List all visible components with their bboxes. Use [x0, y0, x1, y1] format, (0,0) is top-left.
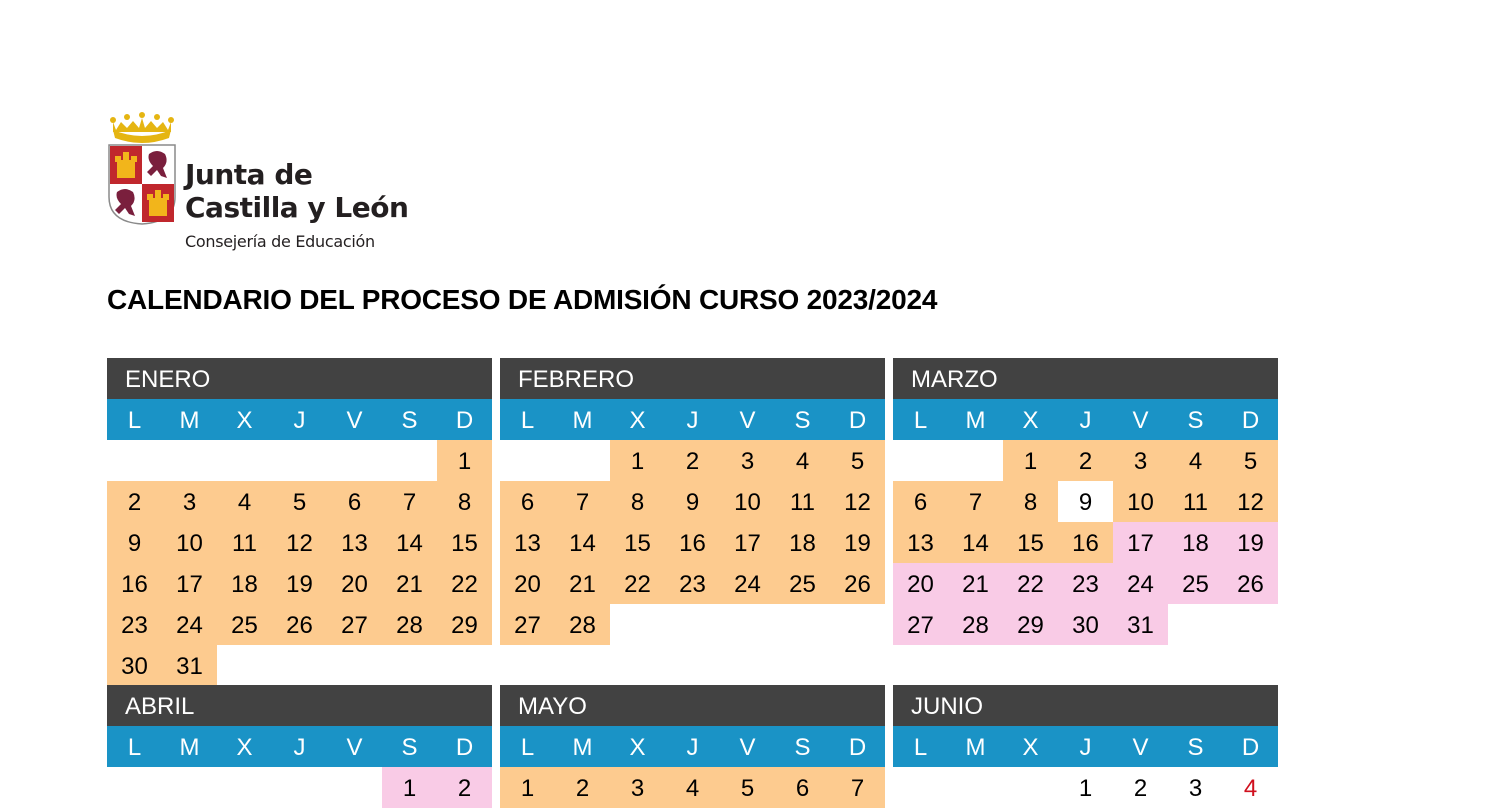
- day-cell: 20: [893, 563, 948, 604]
- day-cell: 26: [272, 604, 327, 645]
- day-cell: 24: [1113, 563, 1168, 604]
- empty-day-cell: [948, 440, 1003, 481]
- weekday-row: [893, 399, 1278, 440]
- day-cell: 10: [720, 481, 775, 522]
- weekday-label: M: [179, 407, 200, 434]
- junta-logo: [107, 112, 437, 257]
- day-cell: 5: [1223, 440, 1278, 481]
- day-cell: 11: [217, 522, 272, 563]
- weekday-label: J: [1079, 734, 1092, 761]
- day-cell: 2: [1058, 440, 1113, 481]
- empty-day-cell: [162, 767, 217, 808]
- day-cell: 27: [327, 604, 382, 645]
- month-marzo: [893, 358, 1278, 645]
- month-header: MARZO: [893, 358, 1278, 399]
- weekday-label: M: [965, 407, 986, 434]
- empty-day-cell: [327, 767, 382, 808]
- weekday-label: L: [127, 734, 142, 761]
- day-cell: 17: [162, 563, 217, 604]
- day-cell: 19: [830, 522, 885, 563]
- day-cell: 8: [437, 481, 492, 522]
- weekday-label: D: [848, 407, 867, 434]
- empty-day-cell: [893, 440, 948, 481]
- weekday-label: J: [293, 407, 306, 434]
- weekday-label: D: [455, 407, 474, 434]
- day-cell: 20: [500, 563, 555, 604]
- day-cell: 2: [555, 767, 610, 808]
- weekday-label: V: [739, 734, 756, 761]
- weekday-row: [107, 399, 492, 440]
- days-grid: [107, 440, 492, 686]
- day-cell: 1: [382, 767, 437, 808]
- day-cell: 31: [162, 645, 217, 686]
- weekday-label: X: [236, 734, 253, 761]
- day-cell: 12: [272, 522, 327, 563]
- empty-day-cell: [217, 767, 272, 808]
- day-cell: 12: [830, 481, 885, 522]
- day-cell: 7: [555, 481, 610, 522]
- day-cell: 24: [162, 604, 217, 645]
- logo-subtitle: Consejería de Educación: [185, 232, 375, 251]
- month-junio: [893, 685, 1278, 808]
- day-cell: 10: [1113, 481, 1168, 522]
- weekday-label: L: [520, 734, 535, 761]
- day-cell: 28: [948, 604, 1003, 645]
- day-cell: 13: [893, 522, 948, 563]
- day-cell: 5: [720, 767, 775, 808]
- day-cell: 1: [1078, 775, 1093, 802]
- days-grid: [893, 440, 1278, 645]
- day-cell: 18: [775, 522, 830, 563]
- day-cell: 8: [1003, 481, 1058, 522]
- day-cell: 23: [107, 604, 162, 645]
- day-cell: 30: [107, 645, 162, 686]
- day-cell: 6: [327, 481, 382, 522]
- day-cell: 9: [107, 522, 162, 563]
- empty-day-cell: [107, 440, 162, 481]
- day-cell: 4: [665, 767, 720, 808]
- days-grid: [500, 440, 885, 645]
- weekday-label: V: [739, 407, 756, 434]
- empty-day-cell: [272, 440, 327, 481]
- weekday-label: S: [794, 734, 811, 761]
- weekday-row: [500, 399, 885, 440]
- day-cell: 17: [720, 522, 775, 563]
- day-cell: 1: [437, 440, 492, 481]
- weekday-label: J: [686, 734, 699, 761]
- weekday-label: V: [346, 734, 363, 761]
- day-cell: 25: [1168, 563, 1223, 604]
- day-cell: 27: [893, 604, 948, 645]
- day-cell: 12: [1223, 481, 1278, 522]
- day-cell: 11: [775, 481, 830, 522]
- month-header: ENERO: [107, 358, 492, 399]
- day-cell: 1: [610, 440, 665, 481]
- day-cell: 16: [1058, 522, 1113, 563]
- day-cell: 14: [382, 522, 437, 563]
- empty-day-cell: [107, 767, 162, 808]
- weekday-label: M: [572, 734, 593, 761]
- weekday-row: [107, 726, 492, 767]
- day-cell: 6: [500, 481, 555, 522]
- day-cell: 1: [500, 767, 555, 808]
- weekday-row: [893, 726, 1278, 767]
- day-cell: 17: [1113, 522, 1168, 563]
- day-cell: 4: [775, 440, 830, 481]
- weekday-label: X: [629, 734, 646, 761]
- day-cell: 3: [1188, 775, 1203, 802]
- day-cell: 5: [830, 440, 885, 481]
- day-cell: 31: [1113, 604, 1168, 645]
- day-cell: 29: [1003, 604, 1058, 645]
- day-cell: 20: [327, 563, 382, 604]
- weekday-label: J: [1079, 407, 1092, 434]
- day-cell: 19: [1223, 522, 1278, 563]
- month-header: ABRIL: [107, 685, 492, 726]
- weekday-label: M: [572, 407, 593, 434]
- empty-day-cell: [555, 440, 610, 481]
- empty-day-cell: [1003, 767, 1058, 808]
- day-cell: 21: [382, 563, 437, 604]
- weekday-label: X: [1022, 734, 1039, 761]
- day-cell: 26: [830, 563, 885, 604]
- day-cell: 29: [437, 604, 492, 645]
- day-cell: 6: [893, 481, 948, 522]
- day-cell: 14: [948, 522, 1003, 563]
- empty-day-cell: [500, 440, 555, 481]
- day-cell: 30: [1058, 604, 1113, 645]
- weekday-label: V: [1132, 734, 1149, 761]
- day-cell: 3: [720, 440, 775, 481]
- day-cell: 9: [665, 481, 720, 522]
- day-cell: 15: [610, 522, 665, 563]
- weekday-label: X: [1022, 407, 1039, 434]
- day-cell: 3: [1113, 440, 1168, 481]
- day-cell: 6: [775, 767, 830, 808]
- day-cell: 13: [327, 522, 382, 563]
- weekday-label: D: [848, 734, 867, 761]
- weekday-label: D: [1241, 407, 1260, 434]
- day-cell: 7: [382, 481, 437, 522]
- day-cell: 7: [830, 767, 885, 808]
- day-cell: 25: [217, 604, 272, 645]
- day-cell: 28: [555, 604, 610, 645]
- month-header: JUNIO: [893, 685, 1278, 726]
- weekday-label: M: [179, 734, 200, 761]
- day-cell: 4: [1168, 440, 1223, 481]
- weekday-label: S: [1187, 734, 1204, 761]
- day-cell: 2: [437, 767, 492, 808]
- weekday-label: D: [455, 734, 474, 761]
- empty-day-cell: [327, 440, 382, 481]
- day-cell: 19: [272, 563, 327, 604]
- month-mayo: [500, 685, 885, 808]
- day-cell: 15: [1003, 522, 1058, 563]
- logo-text-line1: Junta de: [185, 158, 313, 191]
- day-cell: 3: [610, 767, 665, 808]
- day-cell: 2: [665, 440, 720, 481]
- day-cell: 2: [1133, 775, 1148, 802]
- weekday-label: S: [1187, 407, 1204, 434]
- day-cell: 9: [1058, 481, 1113, 522]
- empty-day-cell: [893, 767, 948, 808]
- weekday-label: X: [629, 407, 646, 434]
- day-cell: 22: [610, 563, 665, 604]
- days-grid: [893, 767, 1278, 808]
- weekday-label: L: [520, 407, 535, 434]
- day-cell: 27: [500, 604, 555, 645]
- weekday-label: L: [913, 407, 928, 434]
- day-cell: 22: [1003, 563, 1058, 604]
- day-cell: 26: [1223, 563, 1278, 604]
- month-abril: [107, 685, 492, 808]
- day-cell: 13: [500, 522, 555, 563]
- empty-day-cell: [217, 440, 272, 481]
- day-cell: 18: [1168, 522, 1223, 563]
- empty-day-cell: [382, 440, 437, 481]
- weekday-label: J: [293, 734, 306, 761]
- days-grid: [500, 767, 885, 808]
- day-cell: 22: [437, 563, 492, 604]
- empty-day-cell: [162, 440, 217, 481]
- weekday-label: L: [913, 734, 928, 761]
- weekday-label: J: [686, 407, 699, 434]
- days-grid: [107, 767, 492, 808]
- day-cell: 18: [217, 563, 272, 604]
- day-cell: 21: [555, 563, 610, 604]
- day-cell: 25: [775, 563, 830, 604]
- logo-text-line2: Castilla y León: [185, 191, 409, 224]
- weekday-label: L: [127, 407, 142, 434]
- month-febrero: [500, 358, 885, 645]
- day-cell: 2: [107, 481, 162, 522]
- month-enero: [107, 358, 492, 686]
- page-title: CALENDARIO DEL PROCESO DE ADMISIÓN CURSO 2023/2024: [107, 284, 938, 315]
- coat-of-arms-icon: [107, 112, 177, 227]
- day-cell: 4: [217, 481, 272, 522]
- day-cell: 3: [162, 481, 217, 522]
- day-cell: 16: [665, 522, 720, 563]
- weekday-label: V: [1132, 407, 1149, 434]
- day-cell: 7: [948, 481, 1003, 522]
- day-cell: 16: [107, 563, 162, 604]
- day-cell: 21: [948, 563, 1003, 604]
- day-cell: 5: [272, 481, 327, 522]
- day-cell: 23: [1058, 563, 1113, 604]
- day-cell: 8: [610, 481, 665, 522]
- weekday-label: D: [1241, 734, 1260, 761]
- day-cell: 15: [437, 522, 492, 563]
- weekday-label: V: [346, 407, 363, 434]
- empty-day-cell: [272, 767, 327, 808]
- weekday-row: [500, 726, 885, 767]
- weekday-label: S: [401, 734, 418, 761]
- weekday-label: X: [236, 407, 253, 434]
- day-cell: 24: [720, 563, 775, 604]
- month-header: MAYO: [500, 685, 885, 726]
- weekday-label: S: [794, 407, 811, 434]
- empty-day-cell: [948, 767, 1003, 808]
- month-header: FEBRERO: [500, 358, 885, 399]
- weekday-label: M: [965, 734, 986, 761]
- day-cell: 1: [1003, 440, 1058, 481]
- day-cell: 23: [665, 563, 720, 604]
- day-cell: 4: [1243, 775, 1258, 802]
- day-cell: 14: [555, 522, 610, 563]
- day-cell: 28: [382, 604, 437, 645]
- day-cell: 11: [1168, 481, 1223, 522]
- weekday-label: S: [401, 407, 418, 434]
- day-cell: 10: [162, 522, 217, 563]
